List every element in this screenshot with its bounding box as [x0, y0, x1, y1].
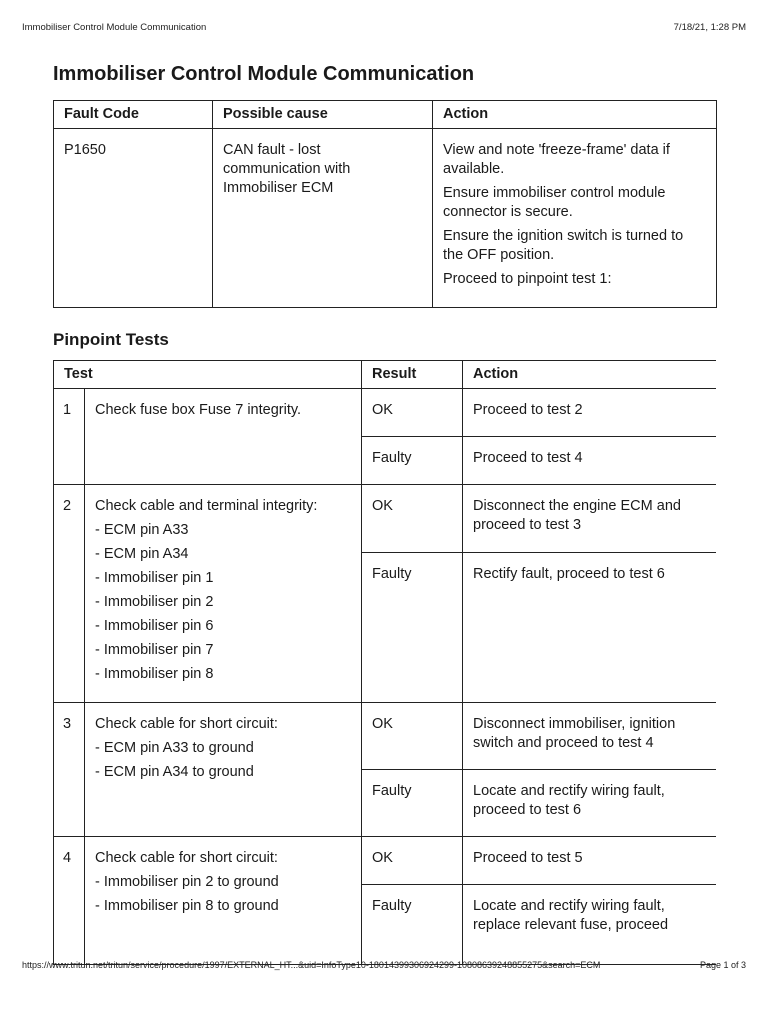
fault-table-row [54, 129, 717, 308]
test-number: 2 [54, 485, 85, 703]
result-ok: OK [362, 485, 463, 553]
result-faulty: Faulty [362, 553, 463, 703]
result-faulty-action: Rectify fault, proceed to test 6 [463, 553, 717, 703]
test-number: 1 [54, 389, 85, 485]
result-ok-action: Disconnect the engine ECM and proceed to test 3 [463, 485, 717, 553]
print-footer [22, 960, 746, 970]
test-line: - Immobiliser pin 1 [95, 570, 214, 586]
test-line: - ECM pin A34 to ground [95, 764, 254, 780]
action-header: Action [433, 101, 717, 129]
action-header: Action [463, 361, 717, 389]
test-line: - Immobiliser pin 8 [95, 666, 214, 682]
result-faulty: Faulty [362, 437, 463, 485]
test-line: Check cable and terminal integrity: [95, 498, 318, 514]
fault-code-table [53, 100, 717, 308]
result-faulty-action: Locate and rectify wiring fault, replace relevant fuse, proceed [463, 885, 717, 965]
test-number: 4 [54, 837, 85, 965]
result-ok: OK [362, 837, 463, 885]
test-line: - ECM pin A33 to ground [95, 740, 254, 756]
print-footer-page-number: Page 1 of 3 [699, 960, 746, 970]
result-faulty-action: Locate and rectify wiring fault, proceed to test 6 [463, 770, 717, 837]
test-line: - Immobiliser pin 2 [95, 594, 214, 610]
page-title: Immobiliser Control Module Communication [53, 63, 475, 85]
pinpoint-table-viewport [53, 360, 716, 983]
test-line: - Immobiliser pin 2 to ground [95, 874, 279, 890]
test-description [85, 389, 362, 485]
test-row-ok [54, 703, 717, 770]
action-step: Ensure immobiliser control module connector is secure. [443, 185, 666, 220]
possible-cause-cell: CAN fault - lost communication with Immobiliser ECM [213, 129, 433, 308]
pinpoint-tests-table [53, 360, 716, 965]
result-faulty: Faulty [362, 885, 463, 965]
test-row-ok [54, 485, 717, 553]
test-line: - Immobiliser pin 7 [95, 642, 214, 658]
result-ok: OK [362, 389, 463, 437]
test-description [85, 485, 362, 703]
result-ok-action: Proceed to test 5 [463, 837, 717, 885]
print-header-datetime: 7/18/21, 1:28 PM [673, 22, 746, 33]
test-line: - ECM pin A33 [95, 522, 189, 538]
possible-cause-header: Possible cause [213, 101, 433, 129]
result-ok-action: Disconnect immobiliser, ignition switch and proceed to test 4 [463, 703, 717, 770]
result-ok: OK [362, 703, 463, 770]
print-footer-url: https://www.tritun.net/tritun/service/procedure/1997/EXTERNAL_HT...&uid=InfoType10-18014399306924299-10808639248855275&search=ECM [22, 960, 601, 970]
fault-table-header-row [54, 101, 717, 129]
result-header: Result [362, 361, 463, 389]
action-step: Proceed to pinpoint test 1: [443, 271, 612, 287]
result-faulty: Faulty [362, 770, 463, 837]
test-number: 3 [54, 703, 85, 837]
test-line: - ECM pin A34 [95, 546, 189, 562]
action-cell [433, 129, 717, 308]
test-row-ok [54, 389, 717, 437]
test-line: Check cable for short circuit: [95, 716, 278, 732]
test-header: Test [54, 361, 362, 389]
test-line: Check fuse box Fuse 7 integrity. [95, 402, 302, 418]
test-description [85, 703, 362, 837]
pinpoint-tests-heading: Pinpoint Tests [53, 330, 169, 349]
test-line: - Immobiliser pin 6 [95, 618, 214, 634]
document-page [53, 60, 716, 983]
pinpoint-table-header-row [54, 361, 717, 389]
result-ok-action: Proceed to test 2 [463, 389, 717, 437]
test-row-ok [54, 837, 717, 885]
print-header-title: Immobiliser Control Module Communication [22, 22, 207, 33]
test-line: - Immobiliser pin 8 to ground [95, 898, 279, 914]
test-line: Check cable for short circuit: [95, 850, 278, 866]
action-step: View and note 'freeze-frame' data if available. [443, 142, 670, 177]
print-header [22, 22, 746, 33]
fault-code-header: Fault Code [54, 101, 213, 129]
result-faulty-action: Proceed to test 4 [463, 437, 717, 485]
action-step: Ensure the ignition switch is turned to the OFF position. [443, 228, 684, 263]
test-description [85, 837, 362, 965]
fault-code-cell: P1650 [54, 129, 213, 308]
